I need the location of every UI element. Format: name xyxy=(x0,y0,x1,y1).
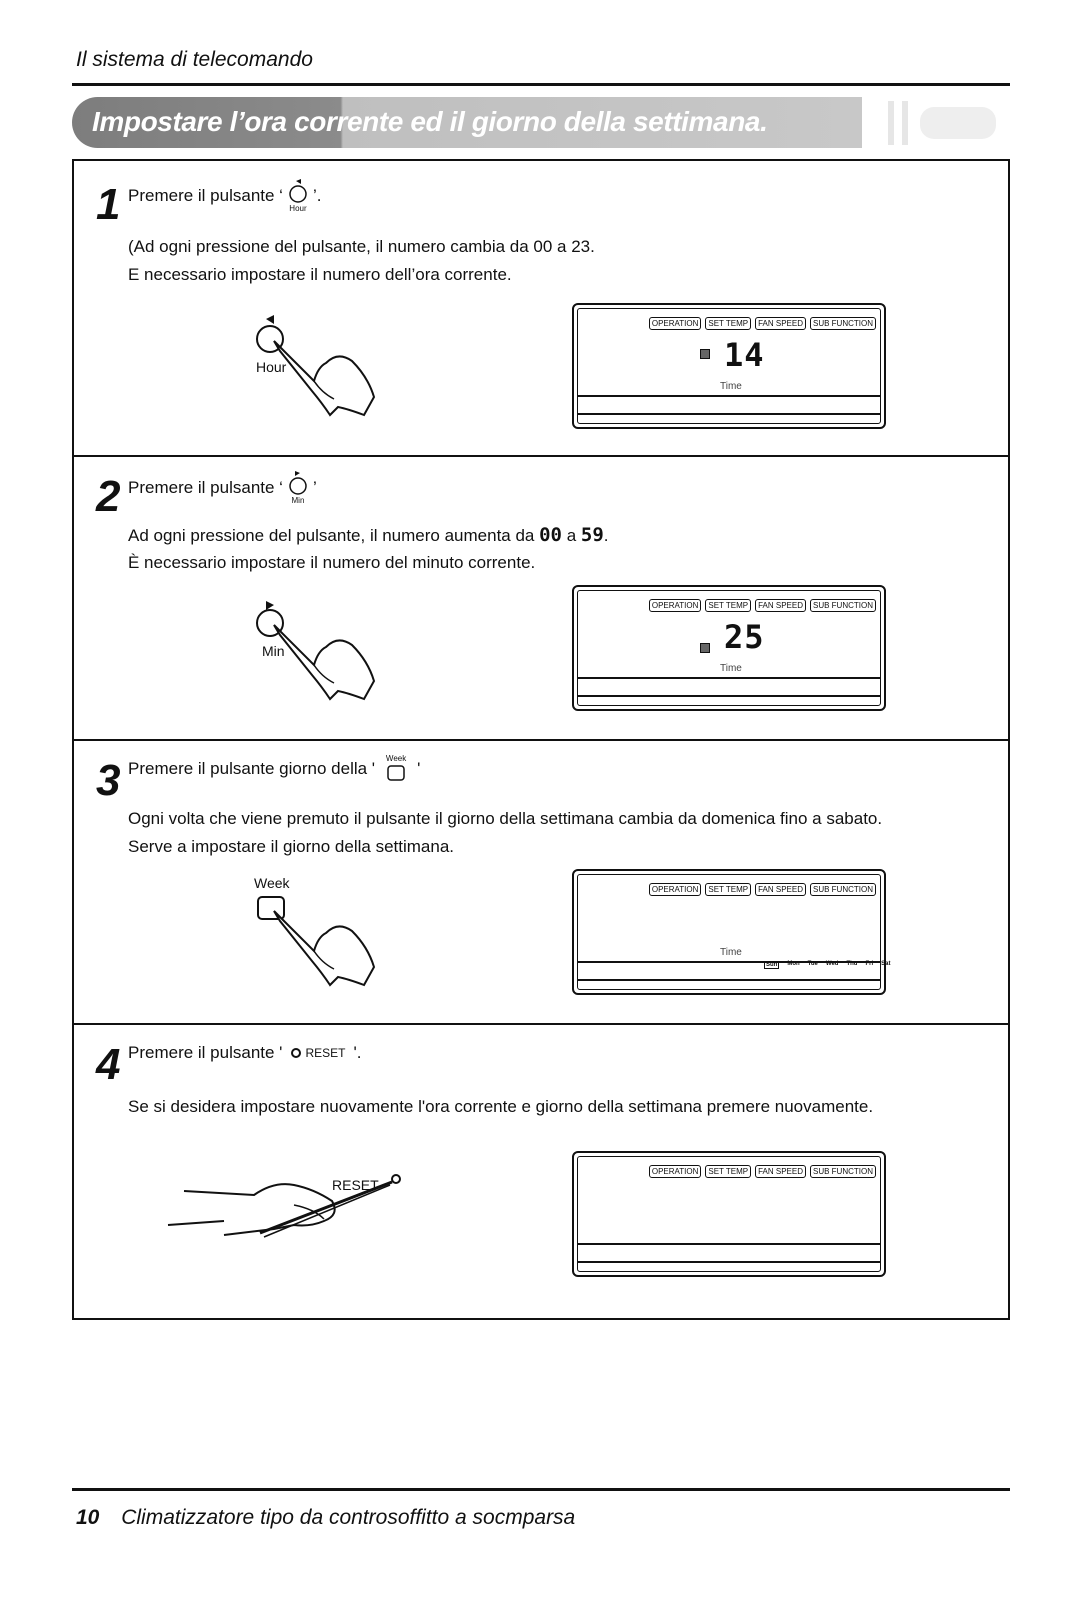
lcd-tab-set-temp: SET TEMP xyxy=(705,1165,751,1178)
week-button-icon xyxy=(385,755,407,783)
step-description-1: (Ad ogni pressione del pulsante, il numero cambia da 00 a 23. xyxy=(128,237,595,256)
step-instruction xyxy=(128,471,317,505)
step-lead-text: Premere il pulsante ' xyxy=(128,1043,283,1062)
lcd-tab-set-temp: SET TEMP xyxy=(705,599,751,612)
lcd-tab-fan-speed: FAN SPEED xyxy=(755,883,806,896)
step-4 xyxy=(74,1025,1008,1318)
lcd-display xyxy=(572,1151,886,1277)
step-number: 3 xyxy=(96,756,121,805)
lcd-day: Thu xyxy=(846,961,858,967)
min-button-caption: Min xyxy=(291,496,305,505)
lcd-tab-sub-function: SUB FUNCTION xyxy=(810,883,876,896)
footer-title: Climatizzatore tipo da controsoffitto a socmparsa xyxy=(121,1506,576,1529)
step-3 xyxy=(74,741,1008,1025)
hour-button-caption: Hour xyxy=(289,204,307,213)
lcd-tab-sub-function: SUB FUNCTION xyxy=(810,599,876,612)
lcd-tab-fan-speed: FAN SPEED xyxy=(755,599,806,612)
lcd-tab-set-temp: SET TEMP xyxy=(705,317,751,330)
step-description-1: Ogni volta che viene premuto il pulsante il giorno della settimana cambia da domenica fino a sabato. xyxy=(128,809,883,828)
lcd-day: Sat xyxy=(881,961,891,967)
footer-rule xyxy=(72,1488,1010,1491)
reset-button-icon xyxy=(290,1046,345,1060)
lcd-day: Fri xyxy=(865,961,874,967)
step-lead-end: ’. xyxy=(312,186,322,205)
lcd-tab-operation: OPERATION xyxy=(649,317,702,330)
lcd-tab-sub-function: SUB FUNCTION xyxy=(810,317,876,330)
illus-label: RESET xyxy=(332,1177,379,1193)
illus-label: Hour xyxy=(256,359,287,375)
lcd-day: Wed xyxy=(825,961,839,967)
page-footer xyxy=(76,1506,575,1530)
header-rule xyxy=(72,83,1010,86)
step-instruction xyxy=(128,179,321,213)
page-title: Impostare l’ora corrente ed il giorno della settimana. xyxy=(92,106,768,137)
steps-box xyxy=(72,159,1010,1320)
page-number: 10 xyxy=(76,1506,100,1529)
step-instruction xyxy=(128,1043,361,1063)
step-number: 1 xyxy=(96,180,121,229)
step-instruction xyxy=(128,755,420,783)
lcd-tab-fan-speed: FAN SPEED xyxy=(755,1165,806,1178)
lcd-minute-value: 25 xyxy=(724,618,765,656)
banner-decoration xyxy=(880,97,1040,148)
step-description-1: Ad ogni pressione del pulsante, il numero aumenta da 00 a 59. xyxy=(128,521,609,550)
clock-icon xyxy=(700,643,710,653)
lcd-tab-sub-function: SUB FUNCTION xyxy=(810,1165,876,1178)
step-lead-end: '. xyxy=(353,1043,362,1062)
reset-button-caption: RESET xyxy=(305,1046,346,1060)
step-description-1: Se si desidera impostare nuovamente l'ora corrente e giorno della settimana premere nuovamente. xyxy=(128,1097,874,1116)
step-lead-end: ’ xyxy=(312,478,317,497)
lcd-display xyxy=(572,585,886,711)
step-number: 4 xyxy=(96,1040,121,1089)
step-number: 2 xyxy=(96,472,121,521)
clock-icon xyxy=(700,349,710,359)
range-to: 59 xyxy=(580,524,604,546)
lcd-day-selected: Sun xyxy=(766,962,778,968)
min-button-icon xyxy=(287,471,309,505)
title-banner xyxy=(72,97,862,148)
hand-with-pen-reset-icon xyxy=(164,1155,404,1245)
lcd-tab-operation: OPERATION xyxy=(649,599,702,612)
week-button-caption: Week xyxy=(385,754,407,763)
lcd-tab-operation: OPERATION xyxy=(649,1165,702,1178)
hand-pressing-week-icon xyxy=(252,889,392,989)
lcd-day: Tue xyxy=(807,961,818,967)
lcd-tab-operation: OPERATION xyxy=(649,883,702,896)
lcd-display xyxy=(572,303,886,429)
step-lead-text: Premere il pulsante giorno della ' xyxy=(128,759,376,778)
lcd-time-label: Time xyxy=(720,381,742,392)
step-lead-text: Premere il pulsante ‘ xyxy=(128,478,283,497)
illus-label: Week xyxy=(254,875,290,891)
lcd-tab-set-temp: SET TEMP xyxy=(705,883,751,896)
step-lead-text: Premere il pulsante ‘ xyxy=(128,186,283,205)
step-lead-end: ' xyxy=(417,759,421,778)
range-from: 00 xyxy=(539,524,562,546)
lcd-tab-fan-speed: FAN SPEED xyxy=(755,317,806,330)
hour-button-icon xyxy=(287,179,309,213)
step-1 xyxy=(74,161,1008,457)
lcd-time-label: Time xyxy=(720,663,742,674)
lcd-hour-value: 14 xyxy=(724,336,765,374)
lcd-display xyxy=(572,869,891,995)
step-description-2: E necessario impostare il numero dell’ora corrente. xyxy=(128,265,512,284)
step-description-2: È necessario impostare il numero del minuto corrente. xyxy=(128,553,536,572)
lcd-day: Mon xyxy=(787,961,800,967)
step-2 xyxy=(74,457,1008,741)
step-description-2: Serve a impostare il giorno della settimana. xyxy=(128,837,454,856)
lcd-time-label: Time xyxy=(720,947,742,958)
section-header: Il sistema di telecomando xyxy=(76,48,313,71)
illus-label: Min xyxy=(262,643,285,659)
